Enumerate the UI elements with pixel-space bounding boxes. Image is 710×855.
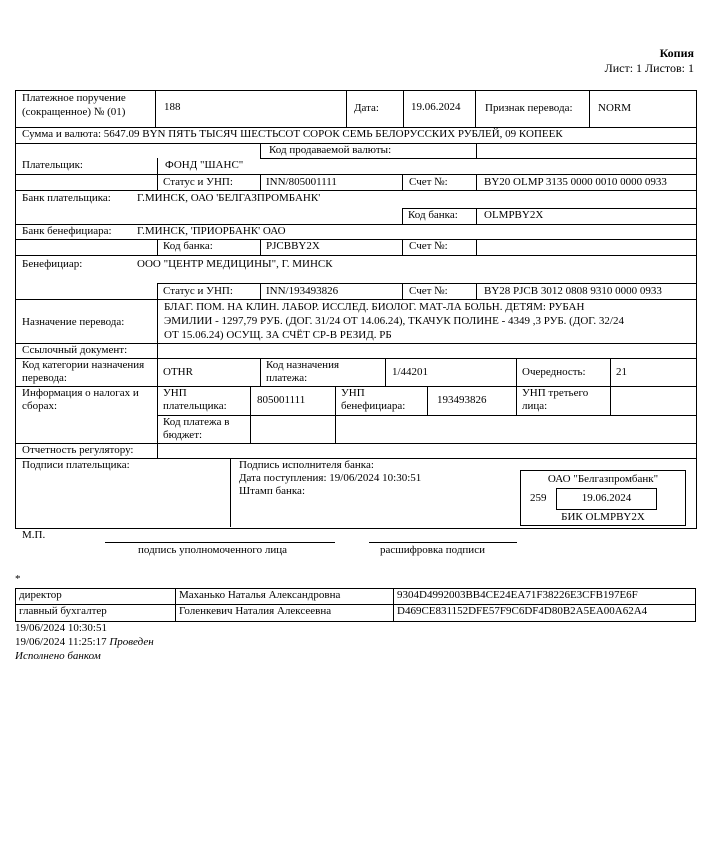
payer-account: BY20 OLMP 3135 0000 0010 0000 0933 (484, 176, 667, 188)
payer-bank-label: Банк плательщика: (22, 192, 111, 204)
category-label: Код категории назначения перевода: (22, 359, 145, 384)
authorized-signature-caption: подпись уполномоченного лица (138, 544, 287, 556)
signer-role: главный бухгалтер (19, 605, 107, 617)
purpose-line-2: ЭМИЛИИ - 1297,79 РУБ. (ДОГ. 31/24 ОТ 14.06.24), ТКАЧУК ПОЛИНЕ - 4349 ,3 РУБ. (ДОГ. 32/24 (164, 315, 624, 327)
copy-label: Копия (659, 46, 694, 60)
stamp-number: 259 (530, 492, 547, 504)
asterisk-mark: * (15, 573, 21, 585)
date-label: Дата: (354, 102, 379, 114)
stamp-label: Штамп банка: (239, 485, 305, 497)
tax-beneficiary-unp: 193493826 (437, 394, 487, 406)
signature-decoding-caption: расшифровка подписи (380, 544, 485, 556)
order-title: Платежное поручение (сокращенное) № (01) (22, 92, 126, 118)
priority-value: 21 (616, 366, 627, 378)
stamp-bik: БИК OLMPBY2X (561, 511, 645, 523)
beneficiary-unp: INN/193493826 (266, 285, 339, 297)
beneficiary-unp-label: УНП бенефициара: (341, 387, 406, 412)
third-party-unp-label: УНП третьего лица: (522, 387, 589, 412)
purpose-label: Назначение перевода: (22, 316, 125, 328)
regulator-label: Отчетность регулятору: (22, 444, 134, 456)
priority-label: Очередность: (522, 366, 586, 378)
payer-bank-code: OLMPBY2X (484, 209, 544, 221)
log-line-2-time: 19/06/2024 11:25:17 (15, 636, 107, 648)
signer-hash: 9304D4992003BB4CE24EA71F38226E3CFB197E6F (397, 589, 638, 601)
sold-currency-label: Код продаваемой валюты: (269, 144, 392, 156)
reference-doc-label: Ссылочный документ: (22, 344, 128, 356)
beneficiary-account: BY28 PJCB 3012 0808 9310 0000 0933 (484, 285, 662, 297)
log-line-1: 19/06/2024 10:30:51 (15, 622, 107, 634)
payer-name: ФОНД "ШАНС" (165, 159, 244, 171)
purpose-code-label: Код назначения платежа: (266, 359, 340, 384)
mp-label: М.П. (22, 529, 46, 541)
purpose-line-1: БЛАГ. ПОМ. НА КЛИН. ЛАБОР. ИССЛЕД. БИОЛОГ. МАТ-ЛА БОЛЬН. ДЕТЯМ: РУБАН (164, 301, 585, 313)
purpose-code: 1/44201 (392, 366, 429, 378)
taxes-label: Информация о налогах и сборах: (22, 387, 139, 412)
payer-unp: INN/805001111 (266, 176, 337, 188)
beneficiary-bank-name: Г.МИНСК, 'ПРИОРБАНК' ОАО (137, 225, 286, 237)
transfer-flag-label: Признак перевода: (485, 102, 573, 114)
beneficiary-account-label: Счет №: (409, 285, 448, 297)
beneficiary-status-unp-label: Статус и УНП: (163, 285, 233, 297)
log-line-2-status: Проведен (109, 636, 154, 648)
executor-signature-label: Подпись исполнителя банка: (239, 459, 374, 471)
signer-name: Маханько Наталья Александровна (179, 589, 341, 601)
budget-code-label: Код платежа в бюджет: (163, 416, 230, 441)
beneficiary-name: ООО "ЦЕНТР МЕДИЦИНЫ", Г. МИНСК (137, 258, 333, 270)
signature-decoding-line (369, 542, 517, 543)
amount-line: Сумма и валюта: 5647.09 BYN ПЯТЬ ТЫСЯЧ ШЕСТЬСОТ СОРОК СЕМЬ БЕЛОРУССКИХ РУБЛЕЙ, 09 КОПЕЕК (22, 128, 563, 140)
beneficiary-bank-label: Банк бенефициара: (22, 225, 112, 237)
payer-bank-code-label: Код банка: (408, 209, 458, 221)
payer-signatures-label: Подписи плательщика: (22, 459, 130, 471)
payer-label: Плательщик: (22, 159, 83, 171)
beneficiary-bank-account-label: Счет №: (409, 240, 448, 252)
log-line-2 (15, 636, 154, 648)
beneficiary-bank-code-label: Код банка: (163, 240, 213, 252)
tax-payer-unp: 805001111 (257, 394, 306, 406)
payer-status-unp-label: Статус и УНП: (163, 176, 233, 188)
stamp-date: 19.06.2024 (581, 492, 632, 504)
purpose-line-3: ОТ 15.06.24) ОСУЩ. ЗА СЧЁТ СР-В РЕЗИД. РБ (164, 329, 392, 341)
payer-unp-label: УНП плательщика: (163, 387, 227, 412)
signer-name: Голенкевич Наталия Алексеевна (179, 605, 332, 617)
signer-hash: D469CE831152DFE57F9C6DF4D80B2A5EA00A62A4 (397, 605, 648, 617)
received-date-line: Дата поступления: 19/06/2024 10:30:51 (239, 472, 422, 484)
signer-role: директор (19, 589, 62, 601)
category-value: OTHR (163, 366, 193, 378)
transfer-flag: NORM (598, 102, 632, 114)
authorized-signature-line (105, 542, 335, 543)
sheet-info: Лист: 1 Листов: 1 (604, 61, 694, 75)
beneficiary-label: Бенефициар: (22, 258, 83, 270)
payer-bank-name: Г.МИНСК, ОАО 'БЕЛГАЗПРОМБАНК' (137, 192, 321, 204)
payer-account-label: Счет №: (409, 176, 448, 188)
order-number: 188 (164, 101, 181, 113)
order-date: 19.06.2024 (411, 101, 461, 113)
stamp-bank-name: ОАО "Белгазпромбанк" (547, 473, 659, 485)
log-line-3: Исполнено банком (15, 650, 101, 662)
beneficiary-bank-code: PJCBBY2X (266, 240, 320, 252)
